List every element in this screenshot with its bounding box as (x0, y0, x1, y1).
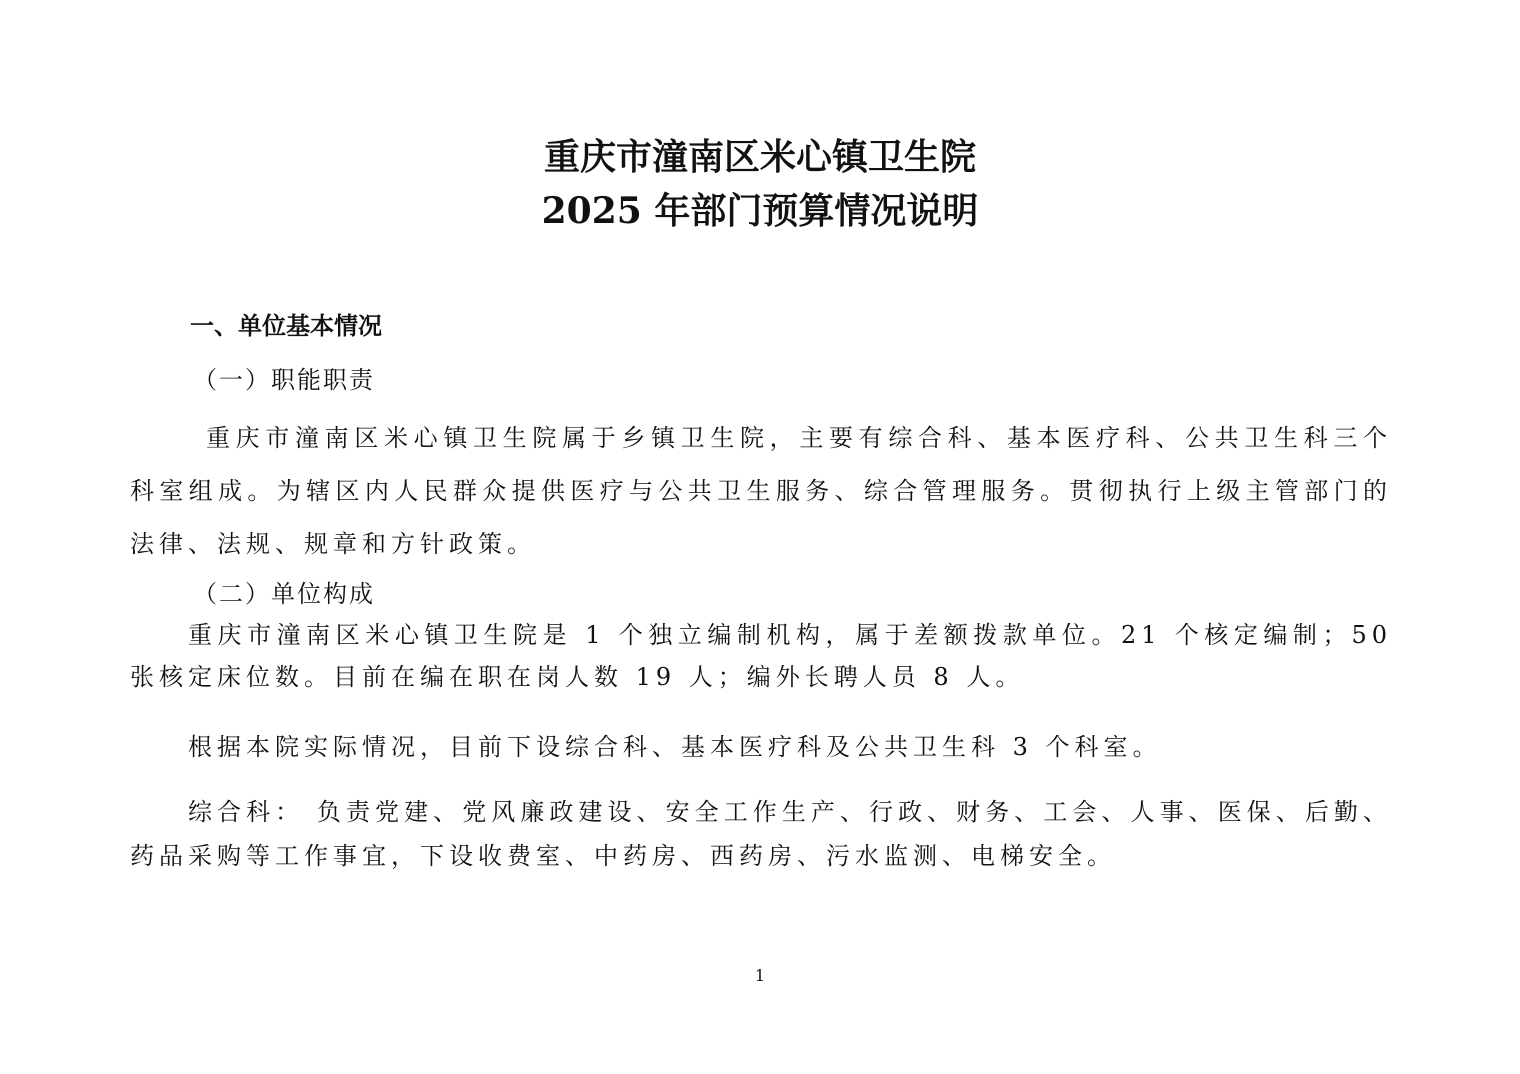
subsection-heading-composition: （二）单位构成 (193, 580, 375, 608)
page-number: 1 (754, 966, 766, 985)
document-title-line1: 重庆市潼南区米心镇卫生院 (543, 136, 976, 178)
document-title-line2: 2025 年部门预算情况说明 (541, 190, 979, 232)
section-heading-basic-info: 一、单位基本情况 (190, 312, 382, 340)
subsection-heading-duties: （一）职能职责 (193, 366, 375, 394)
paragraph-duties: 重庆市潼南区米心镇卫生院属于乡镇卫生院，主要有综合科、基本医疗科、公共卫生科三个科室组成。为辖区内人民群众提供医疗与公共卫生服务、综合管理服务。贯彻执行上级主管部门的法律、法规、规章和方针政策。 (130, 424, 1392, 558)
paragraph-general-office: 综合科： 负责党建、党风廉政建设、安全工作生产、行政、财务、工会、人事、医保、后勤、药品采购等工作事宜，下设收费室、中药房、西药房、污水监测、电梯安全。 (130, 798, 1392, 870)
paragraph-composition: 重庆市潼南区米心镇卫生院是 1 个独立编制机构，属于差额拨款单位。21 个核定编制；50 张核定床位数。目前在编在职在岗人数 19 人；编外长聘人员 8 人。 (130, 621, 1392, 691)
paragraph-departments: 根据本院实际情况，目前下设综合科、基本医疗科及公共卫生科 3 个科室。 (188, 733, 1162, 761)
